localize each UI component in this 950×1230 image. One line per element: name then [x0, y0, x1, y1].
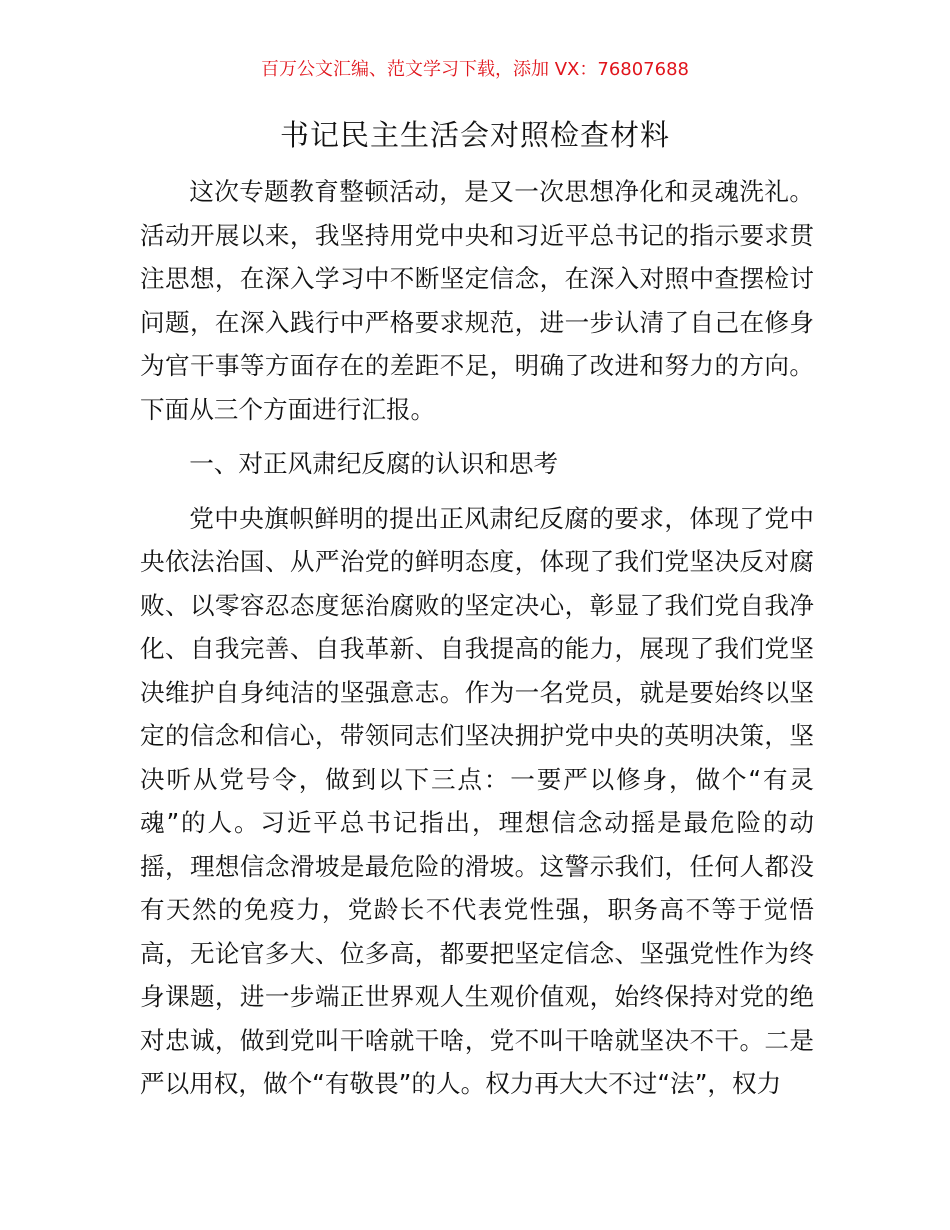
section-heading: 一、对正风肃纪反腐的认识和思考 — [189, 449, 559, 478]
header-notice: 百万公文汇编、范文学习下载，添加 VX：76807688 — [261, 59, 689, 80]
body-paragraph: 党中央旗帜鲜明的提出正风肃纪反腐的要求，体现了党中央依法治国、从严治党的鲜明态度，体现了我们党坚决反对腐败、以零容忍态度惩治腐败的坚定决心，彰显了我们党自我净化、自我完善、自我革新、自我提高的能力，展现了我们党坚决维护自身纯洁的坚强意志。作为一名党员，就是要始终以坚定的信念和信心，带领同志们坚决拥护党中央的英明决策，坚决听从党号令，做到以下三点：一要严以修身，做个“有灵魂”的人。习近平总书记指出，理想信念动摇是最危险的动摇，理想信念滑坡是最危险的滑坡。这警示我们，任何人都没有天然的免疫力，党龄长不代表党性强，职务高不等于觉悟高，无论官多大、位多高，都要把坚定信念、坚强党性作为终身课题，进一步端正世界观人生观价值观，始终保持对党的绝对忠诚，做到党叫干啥就干啥，党不叫干啥就坚决不干。二是严以用权，做个“有敬畏”的人。权力再大大不过“法”，权力 — [140, 503, 814, 1098]
document-title: 书记民主生活会对照检查材料 — [279, 118, 670, 152]
document-body — [140, 170, 814, 1117]
intro-paragraph: 这次专题教育整顿活动，是又一次思想净化和灵魂洗礼。活动开展以来，我坚持用党中央和习近平总书记的指示要求贯注思想，在深入学习中不断坚定信念，在深入对照中查摆检讨问题，在深入践行中严格要求规范，进一步认清了自己在修身为官干事等方面存在的差距不足，明确了改进和努力的方向。下面从三个方面进行汇报。 — [140, 177, 814, 424]
